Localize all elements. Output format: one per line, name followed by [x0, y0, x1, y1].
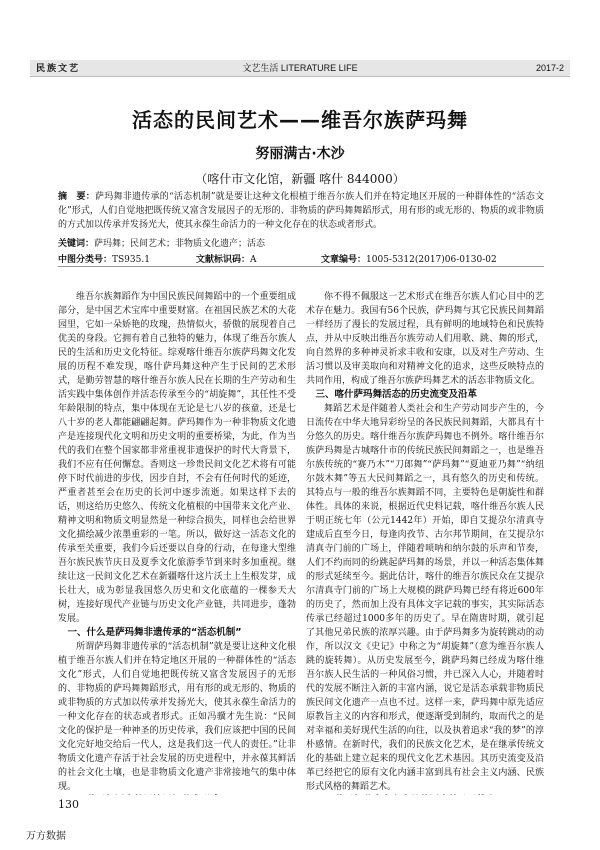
running-header — [30, 60, 570, 77]
doc-code-label: 文献标识码： — [196, 255, 251, 265]
clc-value: TS935.1 — [112, 255, 150, 265]
journal-name: 文艺生活 LITERATURE LIFE — [242, 63, 358, 73]
watermark: 万方数据 — [26, 831, 66, 842]
abstract-label: 摘 要： — [58, 192, 95, 202]
keywords-text: 萨玛舞；民间艺术；非物质文化遗产；活态 — [94, 239, 266, 249]
body-column-left — [58, 290, 296, 795]
section-heading: 一、什么是萨玛舞非遗传承的“活态机制” — [67, 627, 242, 638]
doc-code — [196, 252, 257, 265]
article-number-value: 1005-5312(2017)06-0130-02 — [366, 255, 497, 265]
article-number-label: 文章编号： — [321, 255, 367, 265]
page-number: 130 — [58, 798, 79, 811]
issue-label: 2017-2 — [535, 63, 564, 73]
doc-code-value: A — [250, 255, 257, 265]
section-heading — [306, 794, 544, 795]
keywords — [58, 236, 265, 249]
body-paragraph: 舞蹈艺术是伴随着人类社会和生产劳动同步产生的，今日流传在中华大地异彩纷呈的各民族民间舞蹈，大都具有十分悠久的历史。喀什维吾尔族萨玛舞也不例外。喀什维吾尔族萨玛舞是古城喀什市的传统民族民间舞蹈之一，也是维吾尔族传统的“赛乃木”“刀郎舞”“萨玛舞”“夏迪亚乃舞”“纳纽尔鼓木舞”等五大民间舞蹈之一，具有悠久的历史和传统。其特点与一般的维吾尔族舞蹈不同，主要特色是朝旋性和群体性。具体的来说，根据近代史料记载，喀什维吾尔族人民于明正统七年（公元1442年）开始，即自艾提尕尔清真寺建成后直至今日，每逢肉孜节、古尔邦节期间，在艾提尕尔清真寺门前的广场上，伴随着唢呐和纳尔鼓的乐声和节奏，人们不约而同的纷跳起萨玛舞的场景，并以一种活态集体舞的形式延续至今。据此估计，喀什的维吾尔族民众在艾提尕尔清真寺门前的广场上大规模的跳萨玛舞已经有将近600年的历史了，然而加上没有具体文字记载的事实，其实际活态传承已经超过1000多年的历史了。早在隋唐时期，就引起了其他兄弟民族的浓厚兴趣。由于萨玛舞多为旋转跳动的动作，所以汉文《史记》中称之为“胡旋舞”（意为维吾尔族人跳的旋转舞）。从历史发展至今，跳萨玛舞已经成为喀什维吾尔族人民生活的一种风俗习惯，并已深入人心，并随着时代的发展不断注入新的丰富内涵，说它是活态承载非物质民族民间文化遗产一点也不过。这样一来，萨玛舞中原先适应原教旨主义的内容和形式，便逐渐受到制约，取而代之的是对幸福和美好现代生活的向往，以及执着追求“我的梦”的淳朴感情。在新时代，我们的民族文化艺术，是在继承传统文化的基础上建立起来的现代文化艺术基因。其历史流变及沿革已经把它的原有文化内涵丰富到具有社会主义内涵、民族形式风格的舞蹈艺术。 — [306, 404, 544, 792]
clc-label: 中图分类号： — [58, 255, 113, 265]
divider — [58, 266, 544, 267]
journal-section-label: 民族文艺 — [36, 63, 81, 73]
clc-code — [58, 252, 150, 265]
abstract-text: 萨玛舞非遗传承的“活态机制”就是要让这种文化根植于维吾尔族人们并在特定地区开展的一种群体性的“活态文化”形式，人们自觉地把既传统又富含发展因子的无形的、非物质的萨玛舞舞蹈形式，用有形的或无形的、物质的或非物质的方式加以传承并发扬光大，使其永葆生命活力的一种文化存在的状态或者形式。 — [58, 192, 544, 230]
body-paragraph: 你不得不佩服这一艺术形式在维吾尔族人们心目中的艺术存在魅力。我国有56个民族，萨玛舞与其它民族民间舞蹈一样经历了漫长的发展过程，具有鲜明的地域特色和民族特点，并从中反映出维吾尔族劳动人们用歌、跳、舞的形式，向自然界的多种神灵祈求丰收和安康，以及对生产劳动、生活习惯以及审美取向和对精神文化的追求，这些反映特点的共同作用，构成了维吾尔族萨玛舞艺术的活态非物质文化。 — [306, 292, 544, 386]
body-column-right — [306, 290, 544, 795]
keywords-label: 关键词： — [58, 239, 95, 249]
abstract — [58, 190, 544, 232]
article-number — [321, 252, 497, 265]
body-paragraph: 维吾尔族舞蹈作为中国民族民间舞蹈中的一个重要组成部分，是中国艺术宝库中重要财富。在祖国民族艺术的大花园里，它如一朵娇艳的玫瑰，热情似火，骄傲的展现着自己优美的身段。它拥有着自己独特的魅力，体现了维吾尔族人民的生活和历史文化特征。综观喀什维吾尔族萨玛舞文化发展的历程不难发现，喀什萨玛舞这种产生于民间的艺术形式，是勤劳智慧的喀什维吾尔族人民在长期的生产劳动和生活实践中集体创作并活态传承至今的“胡旋舞”，其任性不受年龄限制的特点，集中体现在无论是七八岁的孩童，还是七八十岁的老人都能翩翩起舞。萨玛舞作为一种非物质文化遗产是连接现代化文明和历史文明的重要桥梁，为此，作为当代的我们在整个国家都非常重视非遗保护的时代大背景下，我们不应有任何懈怠。香则这一珍贵民间文化艺术将有可能停下时代前进的步伐，因步自封，不会有任何时代的延迹，严重者甚至会在历史的长河中逐步流逝。如果这样下去的话，则这给历史悠久、传统文化植根的中国带来文化产业、精神文明和物质文明显然是一种综合损失，同样也会给世界文化描绘减少浓墨重彩的一笔。所以，做好这一活态文化的传承至关重要，我们今后还要以自身的行动，在每逢大型维吾尔族民族节庆日及夏季文化旅游季节到来时多加重视。继续让这一民间文化艺术在新疆喀什这片沃土上生根发芽，成长壮大，成为彰显我国悠久历史和文化底蕴的一棵参天大树，连接好现代产业链与历史文化产业链，共同进步，蓬勃发展。 — [58, 292, 296, 624]
section-heading: 三、喀什萨玛舞活态的历史流变及沿革 — [315, 389, 478, 400]
body-paragraph: 所谓萨玛舞非遗传承的“活态机制”就是要让这种文化根植于维吾尔族人们并在特定地区开展的一种群体性的“活态文化”形式，人们自觉地把既传统又富含发展因子的无形的、非物质的萨玛舞舞蹈形式，用有形的或无形的、物质的或非物质的方式加以传承并发扬光大，使其永葆生命活力的一种文化存在的状态或者形式。正如冯骥才先生说：“民间文化的保护是一种神圣的历史传承，我们应该把中国的民间文化完好地交给后一代人，这是我们这一代人的责任。”让非物质文化遗产存活于社会发展的历史进程中，并永葆其鲜活的社会文化土壤，也是非物质文化遗产非常接地气的集中体现。 — [58, 642, 296, 792]
author-affiliation: （喀什市文化馆，新疆 喀什 844000） — [195, 172, 405, 186]
author-name: 努丽满古·木沙 — [255, 146, 345, 162]
section-heading — [58, 794, 296, 795]
article-title: 活态的民间艺术——维吾尔族萨玛舞 — [132, 108, 468, 132]
